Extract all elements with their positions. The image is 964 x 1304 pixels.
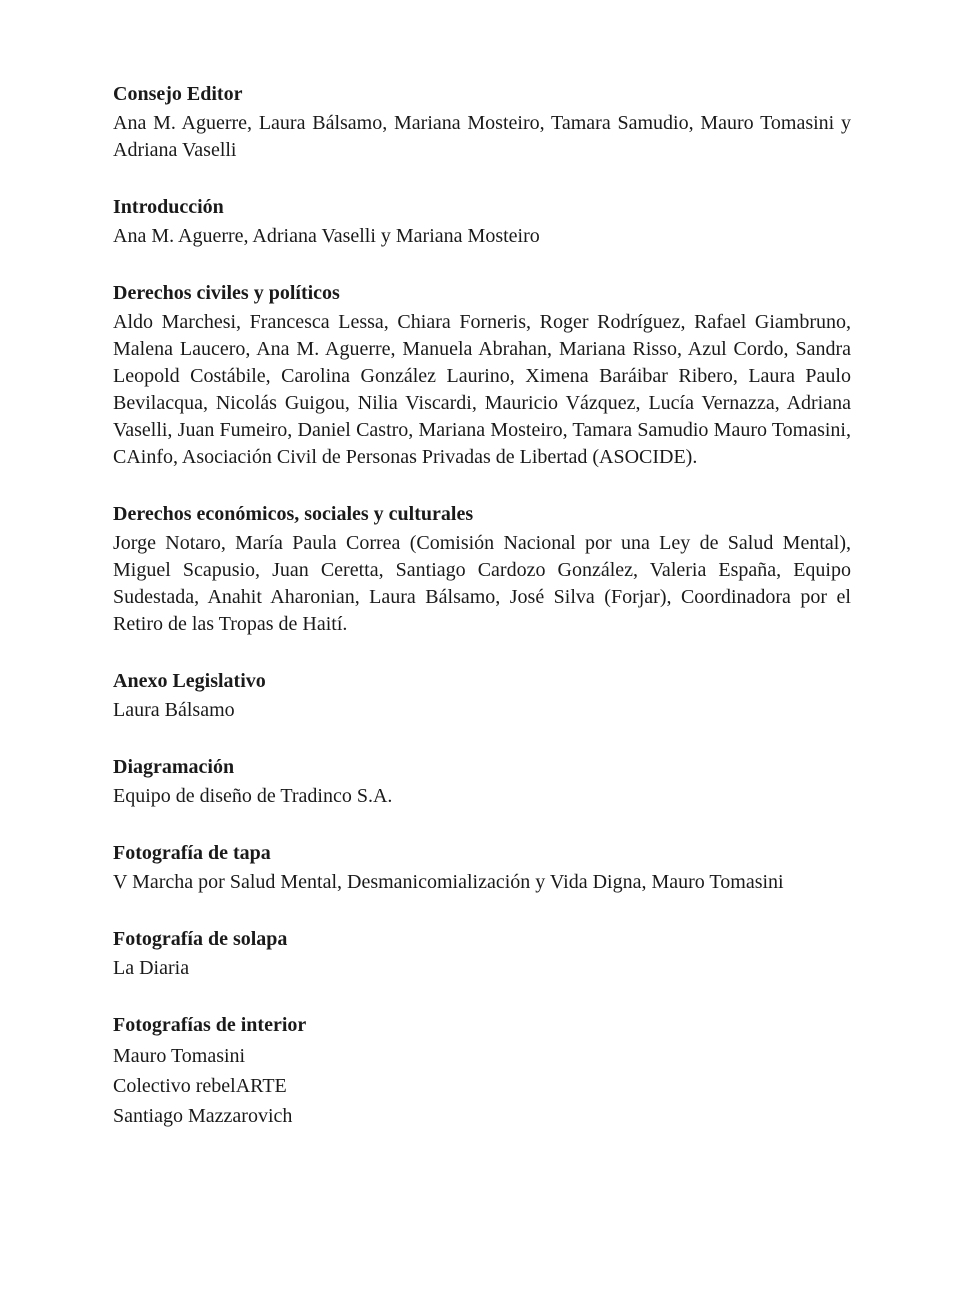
section-text: La Diaria	[113, 957, 190, 979]
section-heading: Consejo Editor	[113, 83, 243, 105]
section-heading: Derechos económicos, sociales y culturales	[113, 503, 474, 525]
section-text: Equipo de diseño de Tradinco S.A.	[113, 785, 393, 807]
section-heading: Fotografía de tapa	[113, 842, 271, 864]
credit-line: Mauro Tomasini	[113, 1045, 246, 1067]
section-fotografia-tapa	[113, 839, 851, 896]
section-fotografias-interior	[113, 1011, 851, 1131]
section-diagramacion	[113, 753, 851, 810]
section-heading: Introducción	[113, 196, 224, 218]
section-introduccion	[113, 193, 851, 250]
section-text: Ana M. Aguerre, Laura Bálsamo, Mariana Mosteiro, Tamara Samudio, Mauro Tomasini y Adriana Vaselli	[113, 112, 851, 161]
section-heading: Anexo Legislativo	[113, 670, 266, 692]
section-heading: Fotografías de interior	[113, 1014, 307, 1036]
section-derechos-economicos	[113, 500, 851, 638]
section-heading: Derechos civiles y políticos	[113, 282, 340, 304]
section-fotografia-solapa	[113, 925, 851, 982]
section-text: Laura Bálsamo	[113, 699, 235, 721]
credit-line: Colectivo rebelARTE	[113, 1075, 287, 1097]
credit-line: Santiago Mazzarovich	[113, 1105, 293, 1127]
credits-page	[113, 80, 851, 1160]
section-anexo-legislativo	[113, 667, 851, 724]
section-consejo-editor	[113, 80, 851, 164]
section-derechos-civiles	[113, 279, 851, 471]
section-heading: Diagramación	[113, 756, 235, 778]
section-text: V Marcha por Salud Mental, Desmanicomialización y Vida Digna, Mauro Tomasini	[113, 871, 784, 893]
section-text: Jorge Notaro, María Paula Correa (Comisión Nacional por una Ley de Salud Mental), Miguel Scapusio, Juan Ceretta, Santiago Cardozo González, Valeria España, Equipo Sudestada, Anahit Aharonian, Laura Bálsamo, José Silva (Forjar), Coordinadora por el Retiro de las Tropas de Haití.	[113, 532, 851, 635]
section-text: Ana M. Aguerre, Adriana Vaselli y Mariana Mosteiro	[113, 225, 540, 247]
section-heading: Fotografía de solapa	[113, 928, 288, 950]
section-text: Aldo Marchesi, Francesca Lessa, Chiara Forneris, Roger Rodríguez, Rafael Giambruno, Malena Laucero, Ana M. Aguerre, Manuela Abrahan, Mariana Risso, Azul Cordo, Sandra Leopold Costábile, Carolina González Laurino, Ximena Baráibar Ribero, Laura Paulo Bevilacqua, Nicolás Guigou, Nilia Viscardi, Mauricio Vázquez, Lucía Vernazza, Adriana Vaselli, Juan Fumeiro, Daniel Castro, Mariana Mosteiro, Tamara Samudio Mauro Tomasini, CAinfo, Asociación Civil de Personas Privadas de Libertad (ASOCIDE).	[113, 311, 851, 468]
